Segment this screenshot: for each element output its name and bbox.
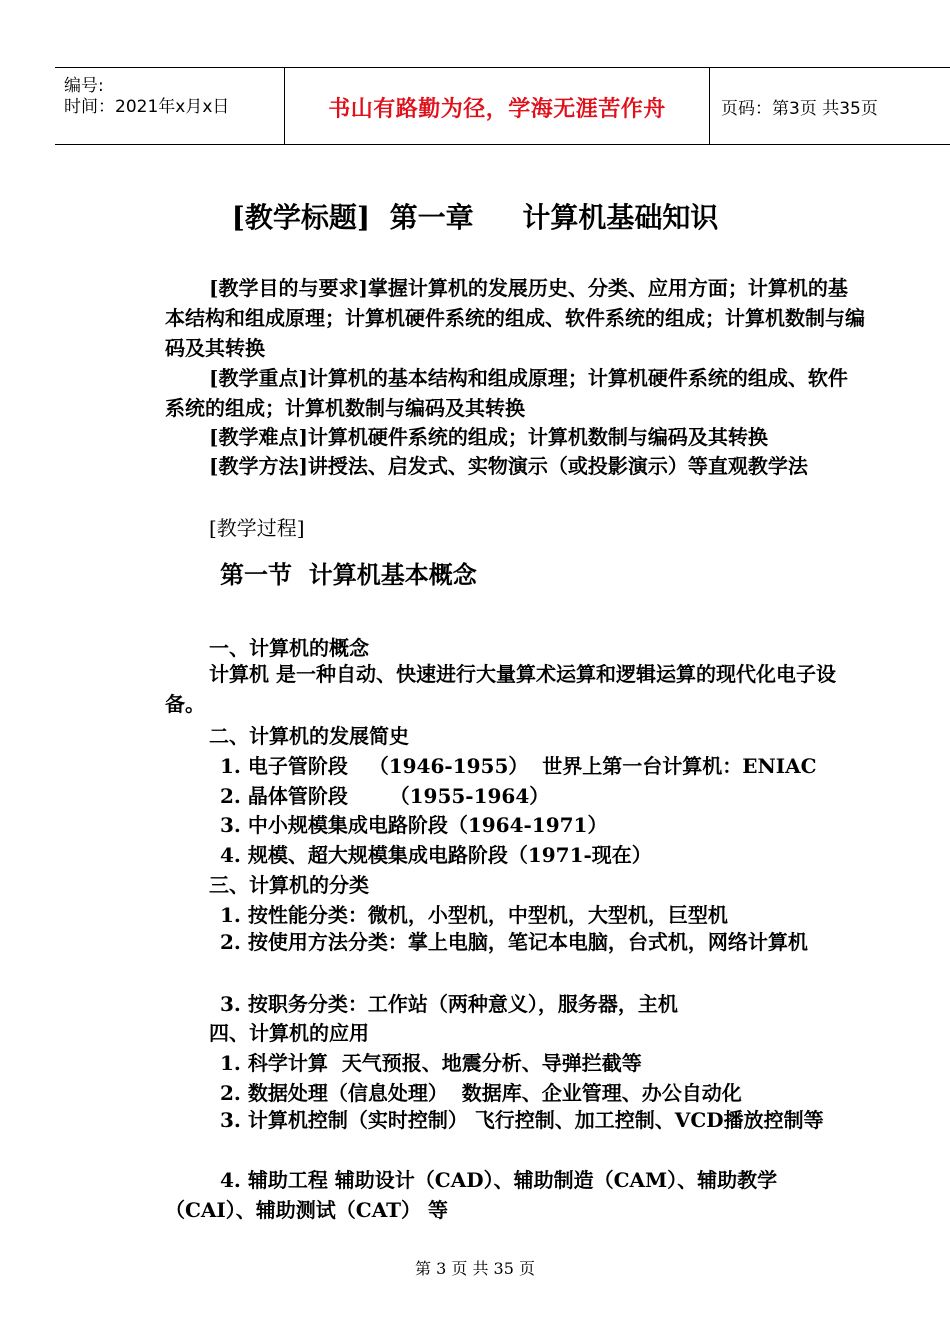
difficulties-paragraph: [教学难点]计算机硬件系统的组成；计算机数制与编码及其转换 xyxy=(209,425,768,449)
key-points-paragraph: [教学重点]计算机的基本结构和组成原理；计算机硬件系统的组成、软件系统的组成；计算机数制与编码及其转换 xyxy=(165,366,848,420)
page-footer: 第 3 页 共 35 页 xyxy=(415,1259,535,1278)
time-label: 时间：2021年x月x日 xyxy=(64,97,230,117)
app-item: 4. 辅助工程 辅助设计（CAD）、辅助制造（CAM）、辅助教学（CAI）、辅助测试（CAT） 等 xyxy=(165,1168,778,1222)
header-left-cell xyxy=(55,68,285,144)
history-item: 4. 规模、超大规模集成电路阶段（1971-现在） xyxy=(220,843,652,867)
concept-text: 计算机 是一种自动、快速进行大量算术运算和逻辑运算的现代化电子设备。 xyxy=(165,662,836,716)
section-title: 第一节 计算机基本概念 xyxy=(220,560,477,589)
class-item: 2. 按使用方法分类：掌上电脑，笔记本电脑，台式机，网络计算机 xyxy=(220,930,808,954)
class-item: 3. 按职务分类：工作站（两种意义），服务器，主机 xyxy=(220,992,678,1016)
lesson-title: [教学标题] 第一章 计算机基础知识 xyxy=(231,201,719,234)
motto-text: 书山有路勤为径，学海无涯苦作舟 xyxy=(328,96,666,122)
header-right-cell xyxy=(710,68,950,144)
class-heading: 三、计算机的分类 xyxy=(209,873,369,897)
methods-paragraph: [教学方法]讲授法、启发式、实物演示（或投影演示）等直观教学法 xyxy=(209,454,808,478)
app-heading: 四、计算机的应用 xyxy=(209,1021,369,1045)
number-label: 编号: xyxy=(64,76,104,96)
history-heading: 二、计算机的发展简史 xyxy=(209,724,409,748)
history-item: 3. 中小规模集成电路阶段（1964-1971） xyxy=(220,813,608,837)
process-label: [教学过程] xyxy=(209,516,305,540)
app-item: 1. 科学计算 天气预报、地震分析、导弹拦截等 xyxy=(220,1051,642,1075)
history-item: 1. 电子管阶段 （1946-1955） 世界上第一台计算机：ENIAC xyxy=(220,754,817,778)
concept-heading: 一、计算机的概念 xyxy=(209,636,369,660)
document-header xyxy=(55,67,950,145)
app-item: 2. 数据处理（信息处理） 数据库、企业管理、办公自动化 xyxy=(220,1081,742,1105)
page-info: 页码：第3页 共35页 xyxy=(721,99,878,119)
header-center-cell xyxy=(285,68,710,144)
history-item: 2. 晶体管阶段 （1955-1964） xyxy=(220,784,550,808)
app-item: 3. 计算机控制（实时控制） 飞行控制、加工控制、VCD播放控制等 xyxy=(220,1108,824,1132)
class-item: 1. 按性能分类：微机，小型机，中型机，大型机，巨型机 xyxy=(220,903,728,927)
objectives-paragraph: [教学目的与要求]掌握计算机的发展历史、分类、应用方面；计算机的基本结构和组成原理；计算机硬件系统的组成、软件系统的组成；计算机数制与编码及其转换 xyxy=(165,276,865,360)
